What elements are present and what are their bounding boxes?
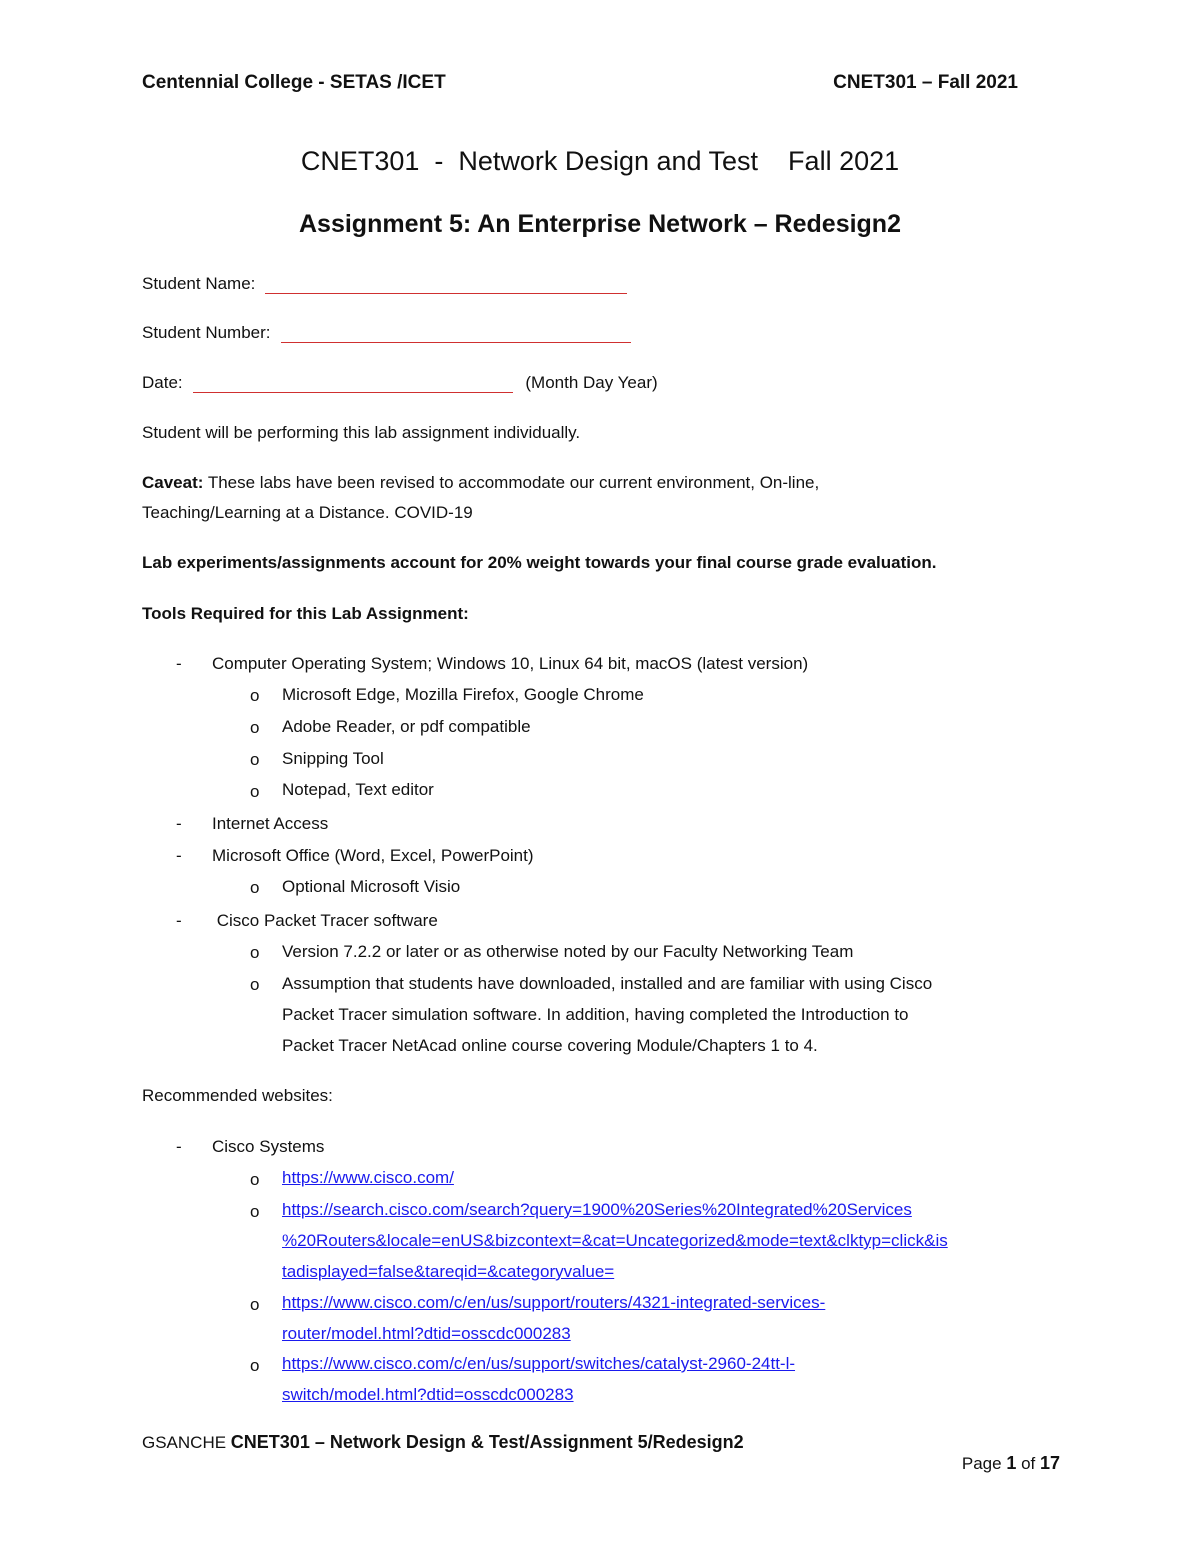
tool-pt-assumption-1: Assumption that students have downloaded, installed and are familiar with using Cisco <box>282 974 933 993</box>
o-bullet: o <box>250 975 260 994</box>
caveat-text1: These labs have been revised to accommodate our current environment, On-line, <box>203 473 820 492</box>
tool-os-snipping: Snipping Tool <box>282 749 384 768</box>
footer-page-num: 1 <box>1006 1453 1017 1473</box>
dash-bullet: - <box>176 911 182 930</box>
student-name-row <box>142 274 627 294</box>
o-bullet: o <box>250 1170 260 1189</box>
footer-doc-title: CNET301 – Network Design & Test/Assignment 5/Redesign2 <box>230 1432 744 1452</box>
assignment-title: Assignment 5: An Enterprise Network – Redesign2 <box>298 210 901 238</box>
o-bullet: o <box>250 718 260 737</box>
o-bullet: o <box>250 1356 260 1375</box>
link-cisco-search-2[interactable]: %20Routers&locale=enUS&bizcontext=&cat=Uncategorized&mode=text&clktyp=click&is <box>282 1231 948 1250</box>
tool-os-notepad: Notepad, Text editor <box>282 780 434 799</box>
student-number-label: Student Number: <box>142 323 271 342</box>
o-bullet: o <box>250 750 260 769</box>
website-group-cisco: Cisco Systems <box>212 1137 325 1156</box>
o-bullet: o <box>250 943 260 962</box>
caveat-label: Caveat: <box>142 473 204 492</box>
tool-packet-tracer: Cisco Packet Tracer software <box>212 911 438 930</box>
tool-office-visio: Optional Microsoft Visio <box>282 877 461 896</box>
dash-bullet: - <box>176 654 182 673</box>
student-name-blank[interactable] <box>265 275 627 294</box>
dash-bullet: - <box>176 846 182 865</box>
tool-internet: Internet Access <box>212 814 329 833</box>
header-right: CNET301 – Fall 2021 <box>833 72 1018 93</box>
tool-pt-version: Version 7.2.2 or later or as otherwise noted by our Faculty Networking Team <box>282 942 854 961</box>
student-name-label: Student Name: <box>142 274 256 293</box>
caveat-line2: Teaching/Learning at a Distance. COVID-19 <box>142 503 473 522</box>
weight-note: Lab experiments/assignments account for 20% weight towards your final course grade evaluation. <box>142 553 937 572</box>
tool-os-browsers: Microsoft Edge, Mozilla Firefox, Google Chrome <box>282 685 644 704</box>
individual-note: Student will be performing this lab assignment individually. <box>142 423 581 442</box>
o-bullet: o <box>250 1295 260 1314</box>
link-cisco-router-1[interactable]: https://www.cisco.com/c/en/us/support/routers/4321-integrated-services- <box>282 1293 826 1312</box>
date-label: Date: <box>142 373 183 392</box>
student-number-blank[interactable] <box>281 324 631 343</box>
footer-of-word: of <box>1016 1454 1040 1473</box>
date-blank[interactable] <box>193 374 513 393</box>
link-cisco-search-1[interactable]: https://search.cisco.com/search?query=1900%20Series%20Integrated%20Services <box>282 1200 912 1219</box>
tool-office: Microsoft Office (Word, Excel, PowerPoint) <box>212 846 534 865</box>
o-bullet: o <box>250 1202 260 1221</box>
tool-os: Computer Operating System; Windows 10, Linux 64 bit, macOS (latest version) <box>212 654 809 673</box>
o-bullet: o <box>250 686 260 705</box>
footer-page-total: 17 <box>1039 1453 1060 1473</box>
tool-pt-assumption-2: Packet Tracer simulation software. In addition, having completed the Introduction to <box>282 1005 909 1024</box>
footer-page-word: Page <box>961 1454 1007 1473</box>
link-cisco-search-3[interactable]: tadisplayed=false&tareqid=&categoryvalue= <box>282 1262 615 1281</box>
dash-bullet: - <box>176 1137 182 1156</box>
o-bullet: o <box>250 782 260 801</box>
link-cisco-router-2[interactable]: router/model.html?dtid=osscdc000283 <box>282 1324 571 1343</box>
date-row <box>142 373 658 393</box>
link-cisco-switch-2[interactable]: switch/model.html?dtid=osscdc000283 <box>282 1385 574 1404</box>
tools-heading: Tools Required for this Lab Assignment: <box>142 604 469 623</box>
caveat-line1 <box>142 473 819 493</box>
dash-bullet: - <box>176 814 182 833</box>
header-left: Centennial College - SETAS /ICET <box>142 72 446 93</box>
student-number-row <box>142 323 631 343</box>
o-bullet: o <box>250 878 260 897</box>
tool-pt-assumption-3: Packet Tracer NetAcad online course covering Module/Chapters 1 to 4. <box>282 1036 818 1055</box>
link-cisco-switch-1[interactable]: https://www.cisco.com/c/en/us/support/switches/catalyst-2960-24tt-l- <box>282 1354 796 1373</box>
footer-page <box>952 1432 1060 1474</box>
footer-left <box>142 1432 744 1453</box>
footer-author: GSANCHE <box>142 1433 231 1452</box>
tool-os-reader: Adobe Reader, or pdf compatible <box>282 717 531 736</box>
date-hint: (Month Day Year) <box>525 373 658 392</box>
link-cisco-home[interactable]: https://www.cisco.com/ <box>282 1168 454 1187</box>
websites-heading: Recommended websites: <box>142 1086 333 1105</box>
course-title: CNET301 - Network Design and Test Fall 2021 <box>300 146 900 176</box>
